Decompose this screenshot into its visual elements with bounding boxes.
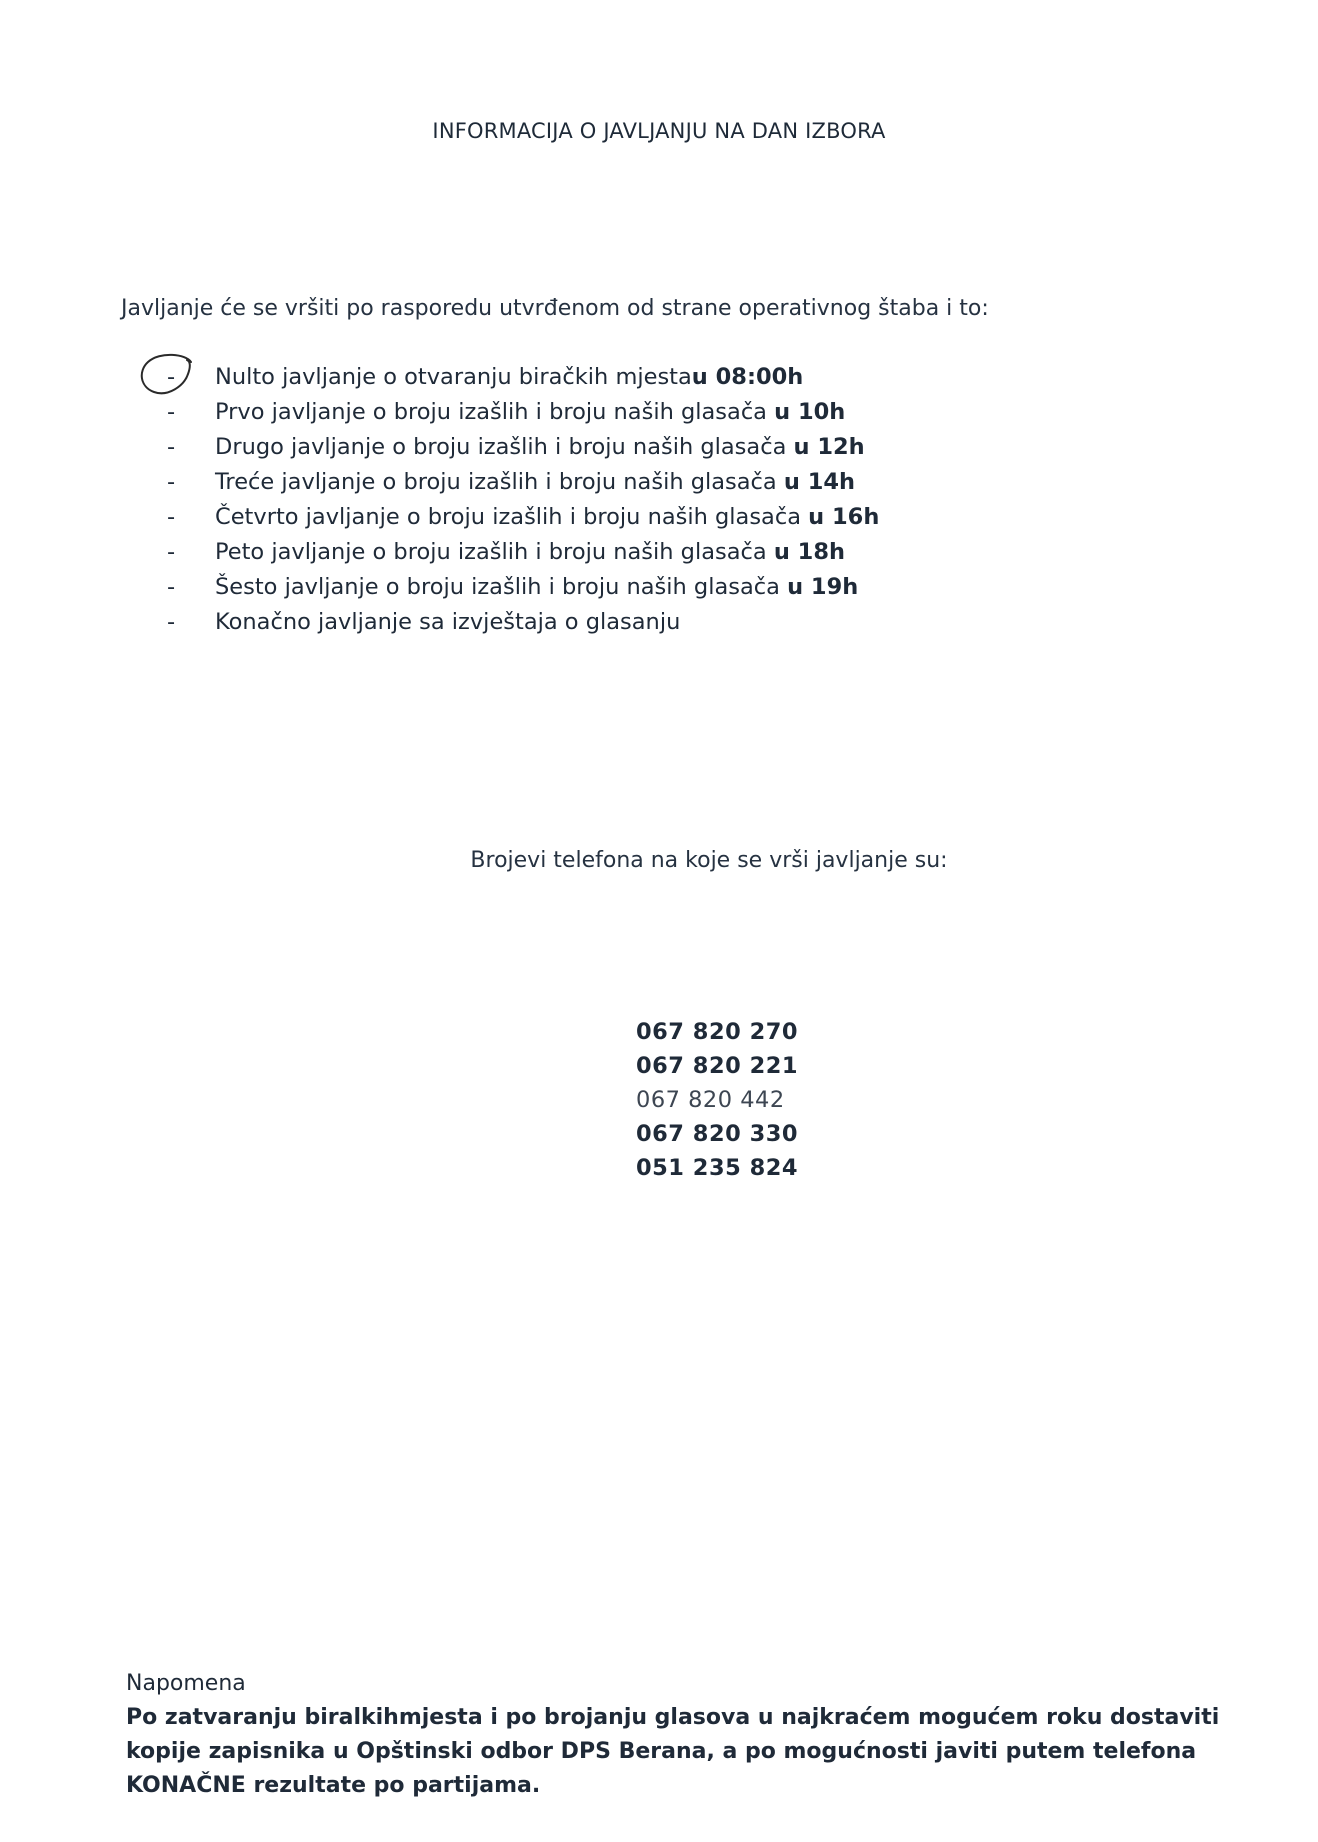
schedule-item-label: Šesto javljanje o broju izašlih i broju naših glasača bbox=[215, 574, 788, 600]
schedule-item-label: Prvo javljanje o broju izašlih i broju naših glasača bbox=[215, 399, 775, 425]
phone-number: 067 820 330 bbox=[636, 1121, 799, 1147]
schedule-item-text bbox=[215, 465, 855, 500]
phone-number: 051 235 824 bbox=[636, 1155, 799, 1181]
list-dash: - bbox=[166, 399, 176, 425]
schedule-item-time: u 19h bbox=[787, 574, 859, 600]
schedule-item-text bbox=[215, 360, 803, 395]
schedule-item-time: u 12h bbox=[793, 434, 865, 460]
schedule-item-text bbox=[215, 570, 858, 605]
document-title: INFORMACIJA O JAVLJANJU NA DAN IZBORA bbox=[432, 119, 886, 143]
note-label: Napomena bbox=[126, 1671, 246, 1696]
list-dash: - bbox=[166, 609, 176, 635]
list-dash: - bbox=[166, 364, 176, 390]
list-dash: - bbox=[166, 469, 176, 495]
schedule-item-text bbox=[215, 500, 879, 535]
note-section bbox=[126, 1667, 1296, 1803]
schedule-item-label: Konačno javljanje sa izvještaja o glasanju bbox=[215, 609, 681, 635]
schedule-item-label: Treće javljanje o broju izašlih i broju naših glasača bbox=[215, 469, 784, 495]
phone-list bbox=[636, 1015, 798, 1185]
schedule-item-time: u 10h bbox=[774, 399, 846, 425]
schedule-item-time: u 16h bbox=[808, 504, 880, 530]
schedule-item-time: u 08:00h bbox=[691, 364, 804, 390]
list-dash: - bbox=[166, 574, 176, 600]
schedule-item-label: Nulto javljanje o otvaranju biračkih mjesta bbox=[215, 364, 692, 390]
schedule-item-text bbox=[215, 430, 865, 465]
phone-number: 067 820 221 bbox=[636, 1053, 799, 1079]
schedule-item-label: Peto javljanje o broju izašlih i broju naših glasača bbox=[215, 539, 774, 565]
note-body: Po zatvaranju biralkihmjesta i po brojanju glasova u najkraćem mogućem roku dostaviti kopije zapisnika u Opštinski odbor DPS Berana, a po mogućnosti javiti putem telefona KONAČNE rezultate po partijama. bbox=[126, 1705, 1220, 1798]
phone-number: 067 820 442 bbox=[636, 1087, 785, 1113]
list-dash: - bbox=[166, 504, 176, 530]
schedule-item-time: u 18h bbox=[773, 539, 846, 565]
schedule-item-text bbox=[215, 605, 680, 640]
schedule-item-text bbox=[215, 395, 845, 430]
list-dash: - bbox=[166, 539, 176, 565]
schedule-item-time: u 14h bbox=[783, 469, 856, 495]
schedule-item-label: Četvrto javljanje o broju izašlih i broju naših glasača bbox=[215, 504, 809, 530]
phone-number: 067 820 270 bbox=[636, 1019, 799, 1045]
phones-intro: Brojevi telefona na koje se vrši javljanje su: bbox=[470, 848, 948, 873]
intro-paragraph: Javljanje će se vršiti po rasporedu utvrđenom od strane operativnog štaba i to: bbox=[121, 296, 989, 321]
schedule-item-label: Drugo javljanje o broju izašlih i broju naših glasača bbox=[215, 434, 794, 460]
list-dash: - bbox=[166, 434, 176, 460]
schedule-item-text bbox=[215, 535, 845, 570]
